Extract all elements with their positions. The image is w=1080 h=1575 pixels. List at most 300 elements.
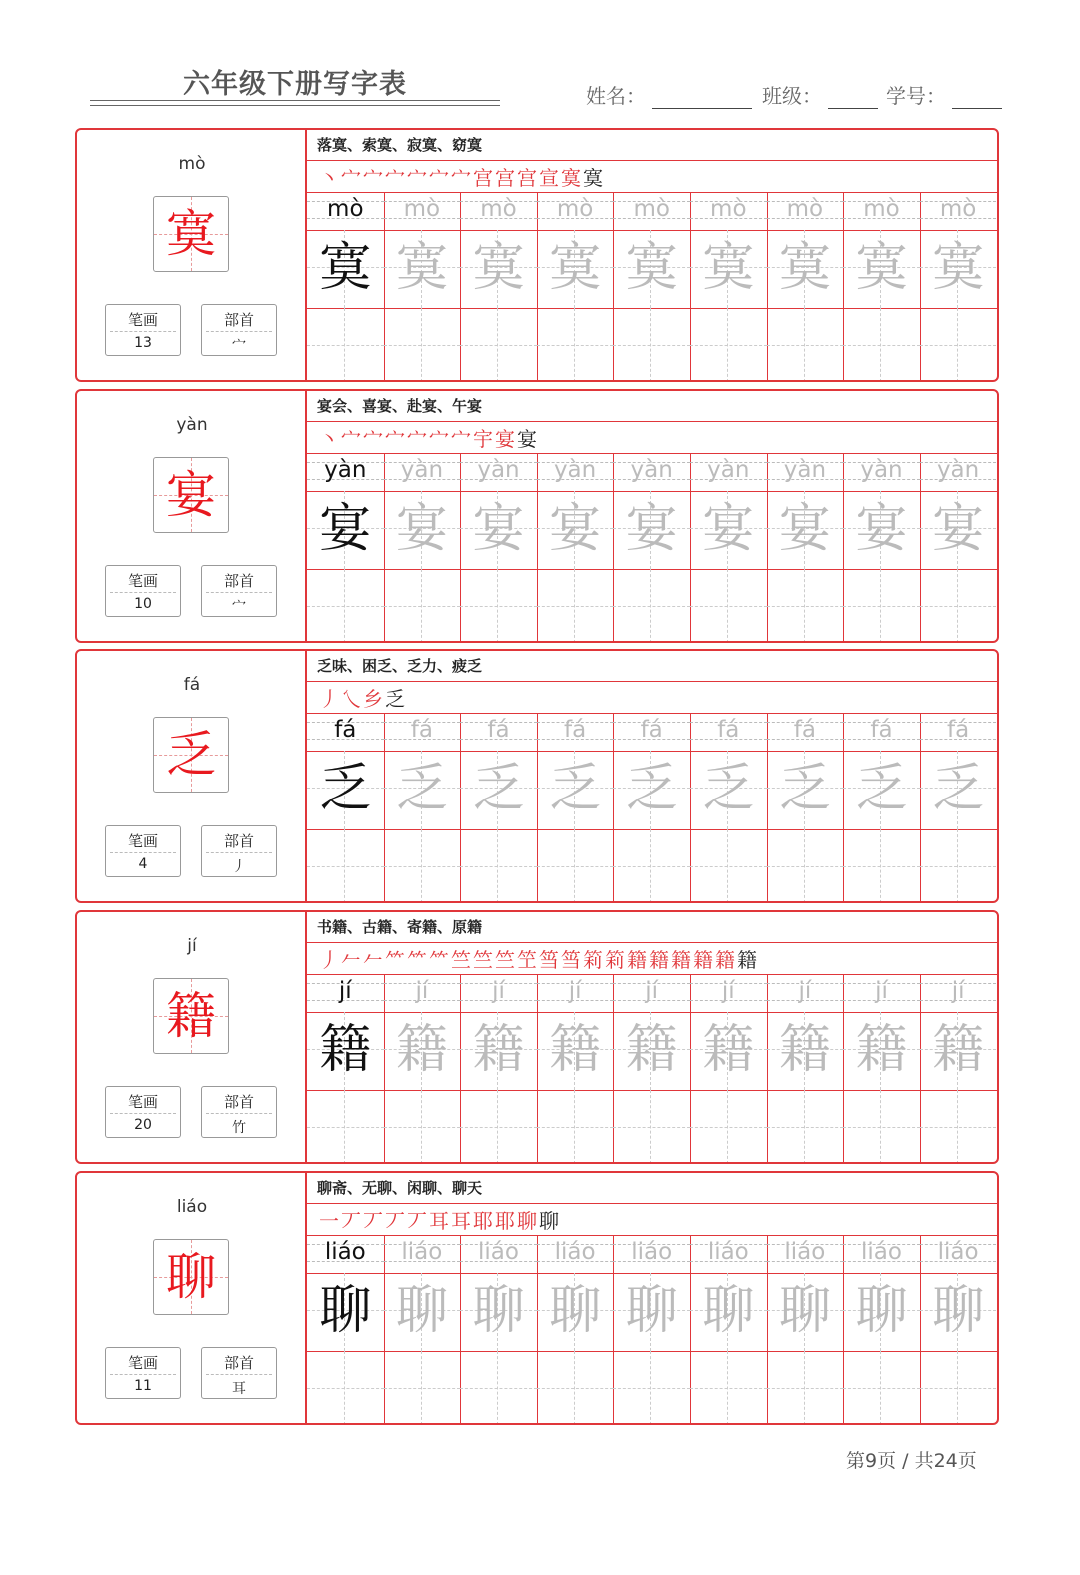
guide-line	[384, 1127, 461, 1128]
guide-line	[307, 866, 384, 867]
blank-practice-cell[interactable]	[460, 308, 537, 382]
pinyin-trace-cell[interactable]	[843, 974, 920, 1012]
stroke-step: 乏	[385, 687, 407, 711]
stroke-step: 丿	[319, 687, 341, 711]
blank-practice-cell[interactable]	[384, 569, 461, 643]
divider	[206, 1374, 272, 1375]
guide-line	[767, 1388, 844, 1389]
guide-line	[613, 345, 690, 346]
character-trace-cell[interactable]	[690, 1273, 767, 1351]
character-trace-cell[interactable]	[613, 230, 690, 308]
stroke-step: 聊	[539, 1209, 561, 1233]
number-label: 学号：	[886, 84, 946, 108]
guide-line	[690, 1388, 767, 1389]
guide-line	[843, 866, 920, 867]
blank-practice-cell[interactable]	[920, 1351, 997, 1425]
pinyin-trace: yàn	[707, 457, 750, 483]
model-character-box	[153, 978, 229, 1054]
pinyin-trace: fá	[563, 717, 587, 743]
pinyin-trace: jí	[415, 978, 429, 1004]
character-entry	[75, 910, 999, 1164]
example-words: 书籍、古籍、寄籍、原籍	[317, 918, 483, 936]
stroke-step: ⺮	[407, 948, 429, 972]
stroke-step: 宀	[407, 166, 429, 190]
character-trace-cell[interactable]	[613, 1273, 690, 1351]
character-model: 宴	[319, 499, 372, 559]
pinyin-trace-cell[interactable]	[767, 453, 844, 491]
stroke-step: 丆	[363, 1209, 385, 1233]
character-trace: 乏	[549, 759, 602, 819]
pinyin-trace-cell[interactable]	[384, 1235, 461, 1273]
character-model: 寞	[319, 238, 372, 298]
stroke-step: ⺮	[385, 948, 407, 972]
guide-line	[690, 606, 767, 607]
stroke-count-box-label: 笔画	[127, 1354, 158, 1372]
pinyin-trace: mò	[710, 196, 747, 222]
pinyin-trace-cell[interactable]	[920, 974, 997, 1012]
pinyin-trace-cell[interactable]	[690, 713, 767, 751]
divider	[206, 331, 272, 332]
pinyin-model: liáo	[324, 1239, 366, 1265]
page-number: 第9页 / 共24页	[846, 1450, 977, 1472]
blank-practice-cell[interactable]	[767, 308, 844, 382]
character-model-cell	[307, 751, 384, 829]
blank-practice-cell[interactable]	[384, 308, 461, 382]
character-trace: 聊	[778, 1281, 831, 1341]
pinyin-trace-cell[interactable]	[920, 453, 997, 491]
guide-line	[537, 345, 614, 346]
page-title: 六年级下册写字表	[183, 69, 407, 100]
blank-practice-cell[interactable]	[307, 308, 384, 382]
divider	[110, 852, 176, 853]
pinyin-trace-cell[interactable]	[690, 192, 767, 230]
model-character-box	[153, 1239, 229, 1315]
blank-practice-cell[interactable]	[920, 1090, 997, 1164]
character-trace-cell[interactable]	[920, 1012, 997, 1090]
character-trace-cell[interactable]	[460, 751, 537, 829]
character-trace-cell[interactable]	[767, 1012, 844, 1090]
page-header	[0, 0, 1080, 120]
character-trace-cell[interactable]	[460, 1273, 537, 1351]
character-trace-cell[interactable]	[690, 230, 767, 308]
blank-practice-cell[interactable]	[384, 1090, 461, 1164]
character-entry	[75, 389, 999, 643]
pinyin-trace: mò	[939, 196, 977, 222]
character-trace-cell[interactable]	[384, 1273, 461, 1351]
blank-practice-cell[interactable]	[690, 569, 767, 643]
guide-line	[384, 866, 461, 867]
pinyin-trace: mò	[403, 196, 441, 222]
blank-practice-cell[interactable]	[307, 1090, 384, 1164]
character-info-panel	[77, 391, 307, 641]
pinyin-trace: yàn	[936, 457, 980, 483]
number-blank[interactable]	[952, 86, 1002, 109]
character-trace: 籍	[472, 1020, 525, 1080]
pinyin-trace: jí	[568, 978, 582, 1004]
pinyin-trace: jí	[798, 978, 812, 1004]
pinyin-trace-cell[interactable]	[460, 1235, 537, 1273]
guide-line	[920, 866, 997, 867]
pinyin-trace-cell[interactable]	[843, 453, 920, 491]
blank-practice-cell[interactable]	[460, 1090, 537, 1164]
stroke-step: ⺮	[429, 948, 451, 972]
character-trace-cell[interactable]	[537, 1273, 614, 1351]
blank-practice-cell[interactable]	[537, 829, 614, 903]
stroke-count-box	[105, 825, 181, 877]
stroke-step: 竺	[495, 948, 517, 972]
blank-practice-cell[interactable]	[920, 569, 997, 643]
pinyin-trace: liáo	[478, 1239, 519, 1265]
character-trace-cell[interactable]	[843, 491, 920, 569]
character-model-cell	[307, 1273, 384, 1351]
blank-practice-cell[interactable]	[384, 1351, 461, 1425]
guide-line	[767, 345, 844, 346]
character-trace-cell[interactable]	[613, 751, 690, 829]
stroke-step: 宀	[363, 427, 385, 451]
stroke-step: 宀	[385, 427, 407, 451]
blank-practice-cell[interactable]	[767, 829, 844, 903]
character-entry	[75, 1171, 999, 1425]
pinyin-trace-cell[interactable]	[384, 713, 461, 751]
radical-box	[201, 1086, 277, 1138]
blank-practice-cell[interactable]	[384, 829, 461, 903]
blank-practice-cell[interactable]	[843, 1090, 920, 1164]
pinyin-model: fá	[334, 717, 357, 743]
blank-practice-cell[interactable]	[307, 829, 384, 903]
pinyin-trace-cell[interactable]	[613, 192, 690, 230]
radical-box-value: 耳	[232, 1381, 246, 1397]
character-trace-cell[interactable]	[920, 230, 997, 308]
pinyin-trace-cell[interactable]	[920, 192, 997, 230]
pinyin-trace-cell[interactable]	[843, 1235, 920, 1273]
character-model: 乏	[319, 759, 372, 819]
stroke-count-box	[105, 565, 181, 617]
character-model: 聊	[319, 1281, 372, 1341]
pinyin-trace-cell[interactable]	[537, 974, 614, 1012]
pinyin-trace-cell[interactable]	[843, 713, 920, 751]
character-trace-cell[interactable]	[537, 751, 614, 829]
character-trace-cell[interactable]	[690, 1012, 767, 1090]
stroke-count-box-label: 笔画	[127, 311, 158, 329]
stroke-count-box-value: 13	[134, 335, 152, 351]
radical-box	[201, 565, 277, 617]
blank-practice-cell[interactable]	[843, 829, 920, 903]
blank-practice-cell[interactable]	[460, 829, 537, 903]
class-field[interactable]	[762, 80, 878, 109]
pinyin-trace: fá	[870, 717, 893, 743]
stroke-step: 籍	[715, 948, 737, 972]
guide-line	[537, 866, 614, 867]
pinyin-trace-cell[interactable]	[767, 974, 844, 1012]
pinyin-trace-cell[interactable]	[613, 713, 690, 751]
character-model-cell	[307, 230, 384, 308]
blank-practice-cell[interactable]	[307, 569, 384, 643]
character-trace-cell[interactable]	[843, 1012, 920, 1090]
blank-practice-cell[interactable]	[690, 1090, 767, 1164]
pinyin-trace-cell[interactable]	[384, 453, 461, 491]
stroke-count-box-label: 笔画	[127, 1093, 158, 1111]
stroke-order-sequence	[319, 423, 539, 452]
guide-line	[384, 345, 461, 346]
stroke-order-sequence	[319, 1205, 561, 1234]
character-trace-cell[interactable]	[384, 230, 461, 308]
stroke-count-box	[105, 1086, 181, 1138]
stroke-step: 宀	[429, 427, 451, 451]
stroke-count-box	[105, 304, 181, 356]
character-trace-cell[interactable]	[843, 1273, 920, 1351]
pinyin-trace-cell[interactable]	[767, 1235, 844, 1273]
stroke-count-box-value: 20	[134, 1117, 152, 1133]
guide-line	[307, 606, 384, 607]
radical-box	[201, 825, 277, 877]
character-trace: 乏	[932, 759, 985, 819]
character-trace-cell[interactable]	[767, 491, 844, 569]
stroke-step: 耳	[429, 1209, 451, 1233]
blank-practice-cell[interactable]	[613, 1351, 690, 1425]
pinyin-trace: yàn	[553, 457, 597, 483]
blank-practice-cell[interactable]	[613, 1090, 690, 1164]
character-trace-cell[interactable]	[767, 230, 844, 308]
model-character-box	[153, 717, 229, 793]
character-trace-cell[interactable]	[920, 491, 997, 569]
character-trace: 宴	[395, 499, 448, 559]
blank-practice-cell[interactable]	[843, 569, 920, 643]
character-trace-cell[interactable]	[613, 491, 690, 569]
row-divider	[307, 681, 997, 682]
stroke-step: 寞	[583, 166, 605, 190]
pinyin-trace: yàn	[477, 457, 520, 483]
blank-practice-cell[interactable]	[613, 308, 690, 382]
practice-area	[307, 391, 997, 641]
guide-line	[843, 606, 920, 607]
pinyin-trace-cell[interactable]	[690, 974, 767, 1012]
pinyin-trace-cell[interactable]	[690, 1235, 767, 1273]
stroke-step: 寞	[561, 166, 583, 190]
stroke-step: 宫	[517, 166, 539, 190]
blank-practice-cell[interactable]	[843, 1351, 920, 1425]
stroke-count-box-value: 10	[134, 596, 152, 612]
stroke-step: 籍	[671, 948, 693, 972]
pinyin-trace: liáo	[861, 1239, 902, 1265]
guide-line	[767, 606, 844, 607]
character-trace-cell[interactable]	[384, 491, 461, 569]
class-blank[interactable]	[828, 86, 878, 109]
guide-line	[460, 345, 537, 346]
character-trace: 宴	[778, 499, 831, 559]
number-field[interactable]	[886, 80, 1002, 109]
character-trace-cell[interactable]	[843, 751, 920, 829]
character-trace: 宴	[702, 499, 755, 559]
stroke-step: 乀	[341, 687, 363, 711]
row-divider	[307, 160, 997, 161]
stroke-step: 一	[319, 1209, 341, 1233]
character-trace-cell[interactable]	[384, 1012, 461, 1090]
character-trace-cell[interactable]	[690, 751, 767, 829]
character-trace: 寞	[472, 238, 525, 298]
character-trace: 聊	[855, 1281, 908, 1341]
stroke-step: 籍	[649, 948, 671, 972]
name-blank[interactable]	[652, 86, 752, 109]
blank-practice-cell[interactable]	[537, 569, 614, 643]
pinyin-model: yàn	[324, 457, 367, 483]
pinyin-trace-cell[interactable]	[537, 1235, 614, 1273]
stroke-step: 宴	[517, 427, 539, 451]
blank-practice-cell[interactable]	[767, 1351, 844, 1425]
guide-line	[537, 606, 614, 607]
pinyin-trace-cell[interactable]	[460, 192, 537, 230]
divider	[110, 1113, 176, 1114]
pinyin-trace-cell[interactable]	[460, 713, 537, 751]
blank-practice-cell[interactable]	[843, 308, 920, 382]
pinyin-trace-cell[interactable]	[613, 1235, 690, 1273]
pinyin-trace-cell[interactable]	[690, 453, 767, 491]
radical-box-value: 竹	[232, 1120, 246, 1136]
practice-area	[307, 130, 997, 380]
stroke-order-sequence	[319, 944, 759, 973]
model-character: 籍	[166, 987, 216, 1045]
blank-practice-cell[interactable]	[537, 1351, 614, 1425]
character-trace: 寞	[778, 238, 831, 298]
example-words: 落寞、索寞、寂寞、窈寞	[317, 136, 483, 154]
stroke-count-box-value: 11	[134, 1378, 152, 1394]
stroke-count-box-label: 笔画	[127, 572, 158, 590]
character-trace-cell[interactable]	[537, 1012, 614, 1090]
character-trace-cell[interactable]	[613, 1012, 690, 1090]
model-character: 乏	[166, 726, 216, 784]
pinyin-trace-cell[interactable]	[613, 974, 690, 1012]
radical-box-label: 部首	[223, 1093, 254, 1111]
pinyin-trace-cell[interactable]	[767, 192, 844, 230]
pinyin-trace-cell[interactable]	[460, 453, 537, 491]
blank-practice-cell[interactable]	[460, 569, 537, 643]
character-model: 籍	[319, 1020, 372, 1080]
character-trace: 籍	[855, 1020, 908, 1080]
character-info-panel	[77, 130, 307, 380]
pinyin-trace-cell[interactable]	[384, 974, 461, 1012]
stroke-step: 乡	[363, 687, 385, 711]
blank-practice-cell[interactable]	[690, 308, 767, 382]
blank-practice-cell[interactable]	[537, 308, 614, 382]
blank-practice-cell[interactable]	[767, 1090, 844, 1164]
pinyin-trace: liáo	[707, 1239, 749, 1265]
character-trace: 聊	[472, 1281, 525, 1341]
pinyin-trace-cell[interactable]	[767, 713, 844, 751]
character-trace: 宴	[625, 499, 678, 559]
practice-area	[307, 651, 997, 901]
stroke-step: 宀	[429, 166, 451, 190]
pinyin-trace-cell[interactable]	[537, 453, 614, 491]
pinyin-label: liáo	[176, 1197, 208, 1217]
character-trace-cell[interactable]	[767, 751, 844, 829]
blank-practice-cell[interactable]	[460, 1351, 537, 1425]
stroke-step: 耶	[495, 1209, 517, 1233]
stroke-step: 宀	[451, 427, 473, 451]
guide-line	[613, 866, 690, 867]
pinyin-trace: jí	[875, 978, 888, 1004]
pinyin-trace: yàn	[400, 457, 444, 483]
character-trace-cell[interactable]	[460, 1012, 537, 1090]
character-entry	[75, 649, 999, 903]
character-trace-cell[interactable]	[920, 751, 997, 829]
pinyin-trace-cell[interactable]	[537, 713, 614, 751]
stroke-step: 宀	[341, 166, 363, 190]
blank-practice-cell[interactable]	[613, 829, 690, 903]
stroke-step: 宀	[385, 166, 407, 190]
pinyin-model-cell	[307, 453, 384, 491]
pinyin-trace: liáo	[937, 1239, 979, 1265]
pinyin-trace-cell[interactable]	[384, 192, 461, 230]
blank-practice-cell[interactable]	[920, 829, 997, 903]
character-trace: 籍	[778, 1020, 831, 1080]
character-trace-cell[interactable]	[690, 491, 767, 569]
stroke-step: 聊	[517, 1209, 539, 1233]
guide-line	[537, 1127, 614, 1128]
stroke-step: 宇	[473, 427, 495, 451]
name-label: 姓名：	[586, 84, 646, 108]
stroke-step: 宫	[473, 166, 495, 190]
pinyin-trace-cell[interactable]	[920, 713, 997, 751]
blank-practice-cell[interactable]	[767, 569, 844, 643]
blank-practice-cell[interactable]	[690, 1351, 767, 1425]
character-trace-cell[interactable]	[920, 1273, 997, 1351]
character-trace-cell[interactable]	[460, 230, 537, 308]
guide-line	[307, 1127, 384, 1128]
pinyin-trace-cell[interactable]	[460, 974, 537, 1012]
blank-practice-cell[interactable]	[537, 1090, 614, 1164]
character-trace: 乏	[778, 759, 831, 819]
character-trace: 聊	[395, 1281, 448, 1341]
blank-practice-cell[interactable]	[307, 1351, 384, 1425]
blank-practice-cell[interactable]	[690, 829, 767, 903]
character-trace: 宴	[932, 499, 985, 559]
stroke-step: 宫	[495, 166, 517, 190]
character-trace: 聊	[549, 1281, 602, 1341]
model-character: 聊	[166, 1248, 216, 1306]
pinyin-trace-cell[interactable]	[613, 453, 690, 491]
stroke-step: 𠂉	[341, 948, 363, 972]
stroke-step: 耶	[473, 1209, 495, 1233]
pinyin-model-cell	[307, 713, 384, 751]
character-trace-cell[interactable]	[537, 491, 614, 569]
name-field[interactable]	[586, 80, 752, 109]
pinyin-trace: fá	[946, 717, 970, 743]
pinyin-trace-cell[interactable]	[920, 1235, 997, 1273]
stroke-count-box-value: 4	[138, 856, 148, 872]
practice-area	[307, 912, 997, 1162]
pinyin-model: jí	[338, 978, 352, 1004]
blank-practice-cell[interactable]	[920, 308, 997, 382]
pinyin-trace-cell[interactable]	[537, 192, 614, 230]
divider	[206, 1113, 272, 1114]
character-trace-cell[interactable]	[384, 751, 461, 829]
character-trace: 寞	[549, 238, 602, 298]
guide-line	[843, 345, 920, 346]
stroke-step: 丶	[319, 166, 341, 190]
guide-line	[690, 345, 767, 346]
guide-line	[690, 1127, 767, 1128]
character-trace-cell[interactable]	[767, 1273, 844, 1351]
character-trace-cell[interactable]	[460, 491, 537, 569]
character-trace: 乏	[625, 759, 678, 819]
title-underline	[90, 100, 500, 101]
guide-line	[767, 866, 844, 867]
pinyin-trace-cell[interactable]	[843, 192, 920, 230]
character-trace-cell[interactable]	[843, 230, 920, 308]
character-trace-cell[interactable]	[537, 230, 614, 308]
stroke-order-sequence	[319, 683, 407, 712]
guide-line	[843, 1127, 920, 1128]
blank-practice-cell[interactable]	[613, 569, 690, 643]
